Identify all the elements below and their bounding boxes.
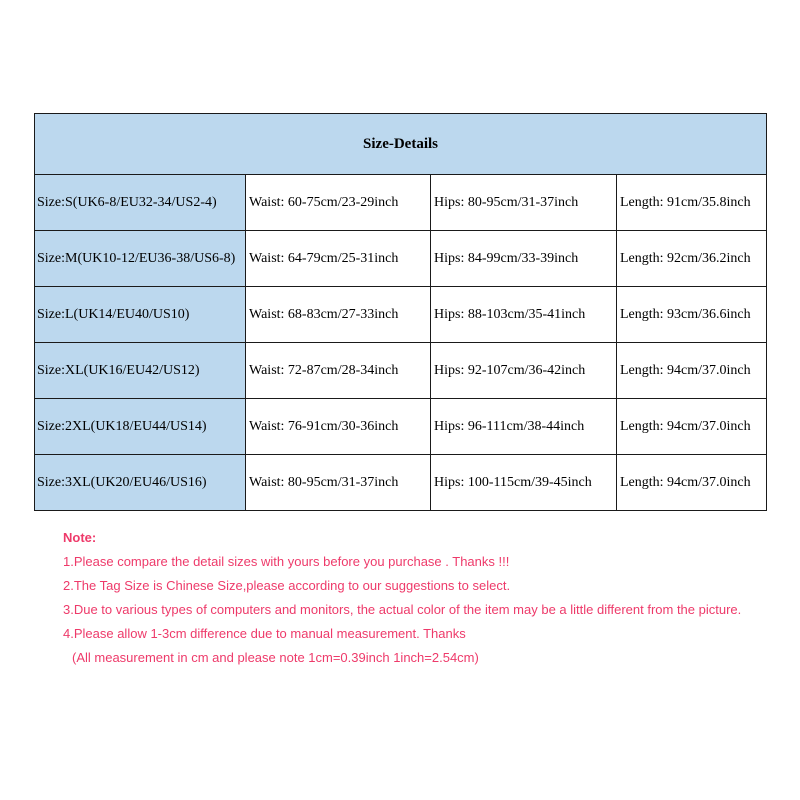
hips-cell: Hips: 100-115cm/39-45inch <box>431 455 617 511</box>
waist-cell: Waist: 76-91cm/30-36inch <box>246 399 431 455</box>
waist-cell: Waist: 60-75cm/23-29inch <box>246 175 431 231</box>
hips-cell: Hips: 80-95cm/31-37inch <box>431 175 617 231</box>
table-row <box>35 399 767 455</box>
size-cell: Size:3XL(UK20/EU46/US16) <box>35 455 246 511</box>
length-cell: Length: 94cm/37.0inch <box>617 455 767 511</box>
size-cell: Size:M(UK10-12/EU36-38/US6-8) <box>35 231 246 287</box>
length-cell: Length: 94cm/37.0inch <box>617 399 767 455</box>
table-row <box>35 175 767 231</box>
length-cell: Length: 94cm/37.0inch <box>617 343 767 399</box>
size-cell: Size:2XL(UK18/EU44/US14) <box>35 399 246 455</box>
hips-cell: Hips: 84-99cm/33-39inch <box>431 231 617 287</box>
waist-cell: Waist: 64-79cm/25-31inch <box>246 231 431 287</box>
note-line: 2.The Tag Size is Chinese Size,please according to our suggestions to select. <box>63 578 511 593</box>
table-title: Size-Details <box>35 114 767 175</box>
waist-cell: Waist: 68-83cm/27-33inch <box>246 287 431 343</box>
note-line: 1.Please compare the detail sizes with yours before you purchase . Thanks !!! <box>63 554 510 569</box>
notes-section <box>63 528 783 672</box>
table-row <box>35 231 767 287</box>
table-title-row <box>35 114 767 175</box>
table-row <box>35 287 767 343</box>
length-cell: Length: 92cm/36.2inch <box>617 231 767 287</box>
hips-cell: Hips: 92-107cm/36-42inch <box>431 343 617 399</box>
hips-cell: Hips: 88-103cm/35-41inch <box>431 287 617 343</box>
waist-cell: Waist: 80-95cm/31-37inch <box>246 455 431 511</box>
size-cell: Size:S(UK6-8/EU32-34/US2-4) <box>35 175 246 231</box>
note-line-measurement: (All measurement in cm and please note 1cm=0.39inch 1inch=2.54cm) <box>72 650 479 665</box>
note-line: 3.Due to various types of computers and monitors, the actual color of the item may be a little different from the picture. <box>63 602 742 617</box>
table-row <box>35 455 767 511</box>
length-cell: Length: 93cm/36.6inch <box>617 287 767 343</box>
note-title: Note: <box>63 530 97 545</box>
hips-cell: Hips: 96-111cm/38-44inch <box>431 399 617 455</box>
waist-cell: Waist: 72-87cm/28-34inch <box>246 343 431 399</box>
size-cell: Size:L(UK14/EU40/US10) <box>35 287 246 343</box>
note-line: 4.Please allow 1-3cm difference due to manual measurement. Thanks <box>63 626 466 641</box>
size-details-table <box>34 113 767 511</box>
size-cell: Size:XL(UK16/EU42/US12) <box>35 343 246 399</box>
length-cell: Length: 91cm/35.8inch <box>617 175 767 231</box>
table-row <box>35 343 767 399</box>
